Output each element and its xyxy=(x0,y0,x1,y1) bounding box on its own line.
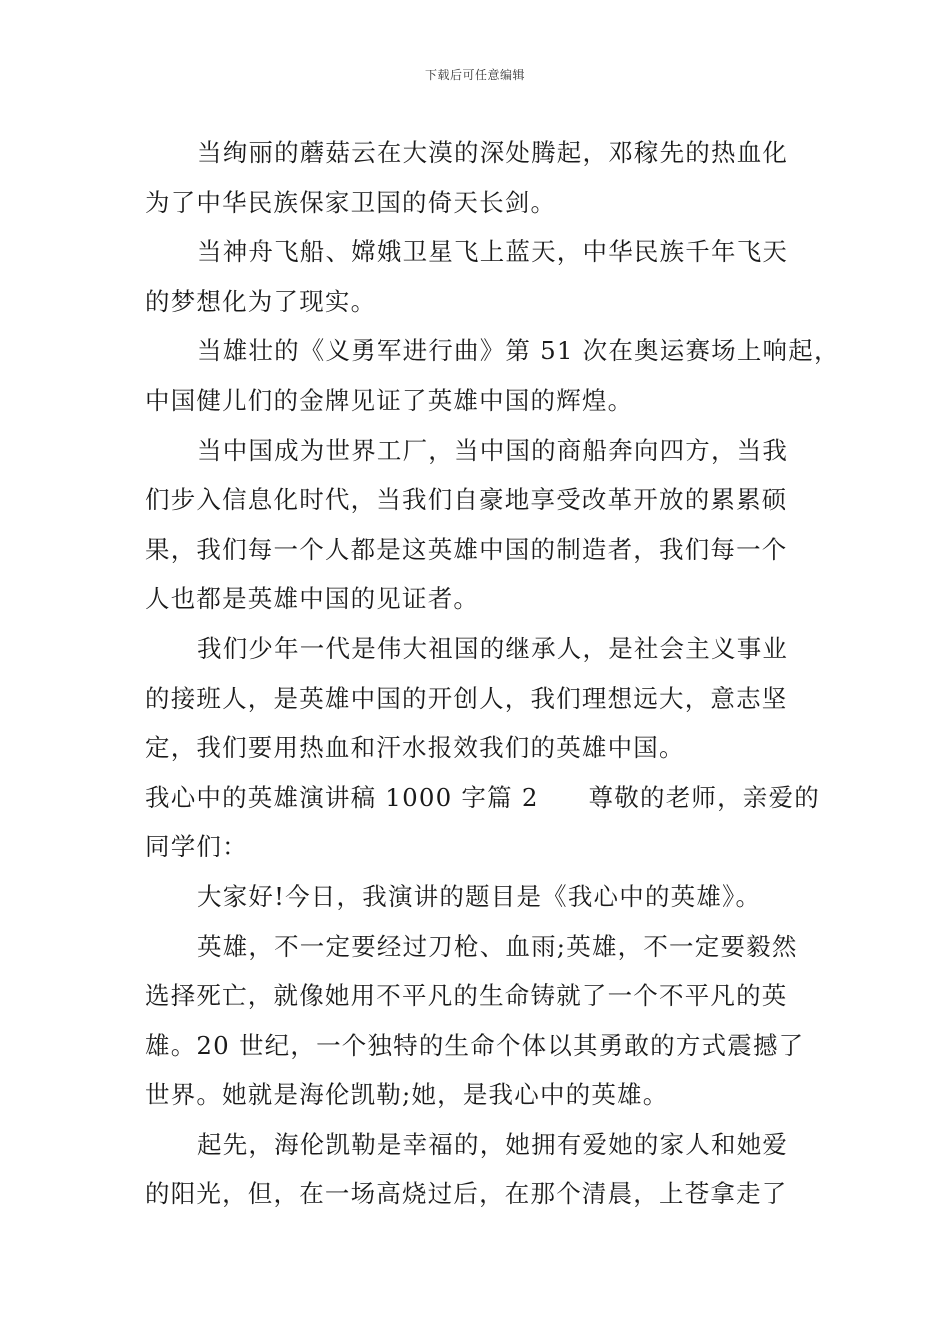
text-line: 世界。她就是海伦凯勒;她，是我心中的英雄。 xyxy=(145,1080,669,1110)
section-title: 我心中的英雄演讲稿 1000 字篇 2 xyxy=(145,782,539,812)
text-line: 果，我们每一个人都是这英雄中国的制造者，我们每一个 xyxy=(145,534,788,564)
text-line: 的接班人，是英雄中国的开创人，我们理想远大，意志坚 xyxy=(145,683,788,713)
text-line: 们步入信息化时代，当我们自豪地享受改革开放的累累硕 xyxy=(145,485,788,515)
text-line: 当中国成为世界工厂，当中国的商船奔向四方，当我 xyxy=(197,435,789,465)
text-line: 的阳光，但，在一场高烧过后，在那个清晨，上苍拿走了 xyxy=(145,1179,788,1209)
text-line: 当雄壮的《义勇军进行曲》第 51 次在奥运赛场上响起， xyxy=(197,336,840,366)
page-header: 下载后可任意编辑 xyxy=(424,68,525,82)
document-body xyxy=(145,128,840,1219)
text-line: 大家好!今日，我演讲的题目是《我心中的英雄》。 xyxy=(197,881,762,911)
text-line: 英雄，不一定要经过刀枪、血雨;英雄，不一定要毅然 xyxy=(197,931,798,961)
text-line: 当神舟飞船、嫦娥卫星飞上蓝天，中华民族千年飞天 xyxy=(197,237,789,267)
text-line: 人也都是英雄中国的见证者。 xyxy=(145,584,480,614)
section-title-line xyxy=(145,773,820,823)
salutation: 尊敬的老师，亲爱的 xyxy=(588,782,820,812)
text-line: 中国健儿们的金牌见证了英雄中国的辉煌。 xyxy=(145,385,634,415)
text-line: 当绚丽的蘑菇云在大漠的深处腾起，邓稼先的热血化 xyxy=(197,138,789,167)
text-line: 同学们： xyxy=(145,832,248,862)
text-line: 雄。20 世纪，一个独特的生命个体以其勇敢的方式震撼了 xyxy=(145,1030,805,1060)
text-line: 选择死亡，就像她用不平凡的生命铸就了一个不平凡的英 xyxy=(145,981,788,1011)
text-line: 起先，海伦凯勒是幸福的，她拥有爱她的家人和她爱 xyxy=(197,1129,789,1159)
text-line: 我们少年一代是伟大祖国的继承人，是社会主义事业 xyxy=(197,633,789,663)
text-line: 的梦想化为了现实。 xyxy=(145,286,377,316)
text-line: 为了中华民族保家卫国的倚天长剑。 xyxy=(145,187,557,217)
text-line: 定，我们要用热血和汗水报效我们的英雄中国。 xyxy=(145,733,685,763)
